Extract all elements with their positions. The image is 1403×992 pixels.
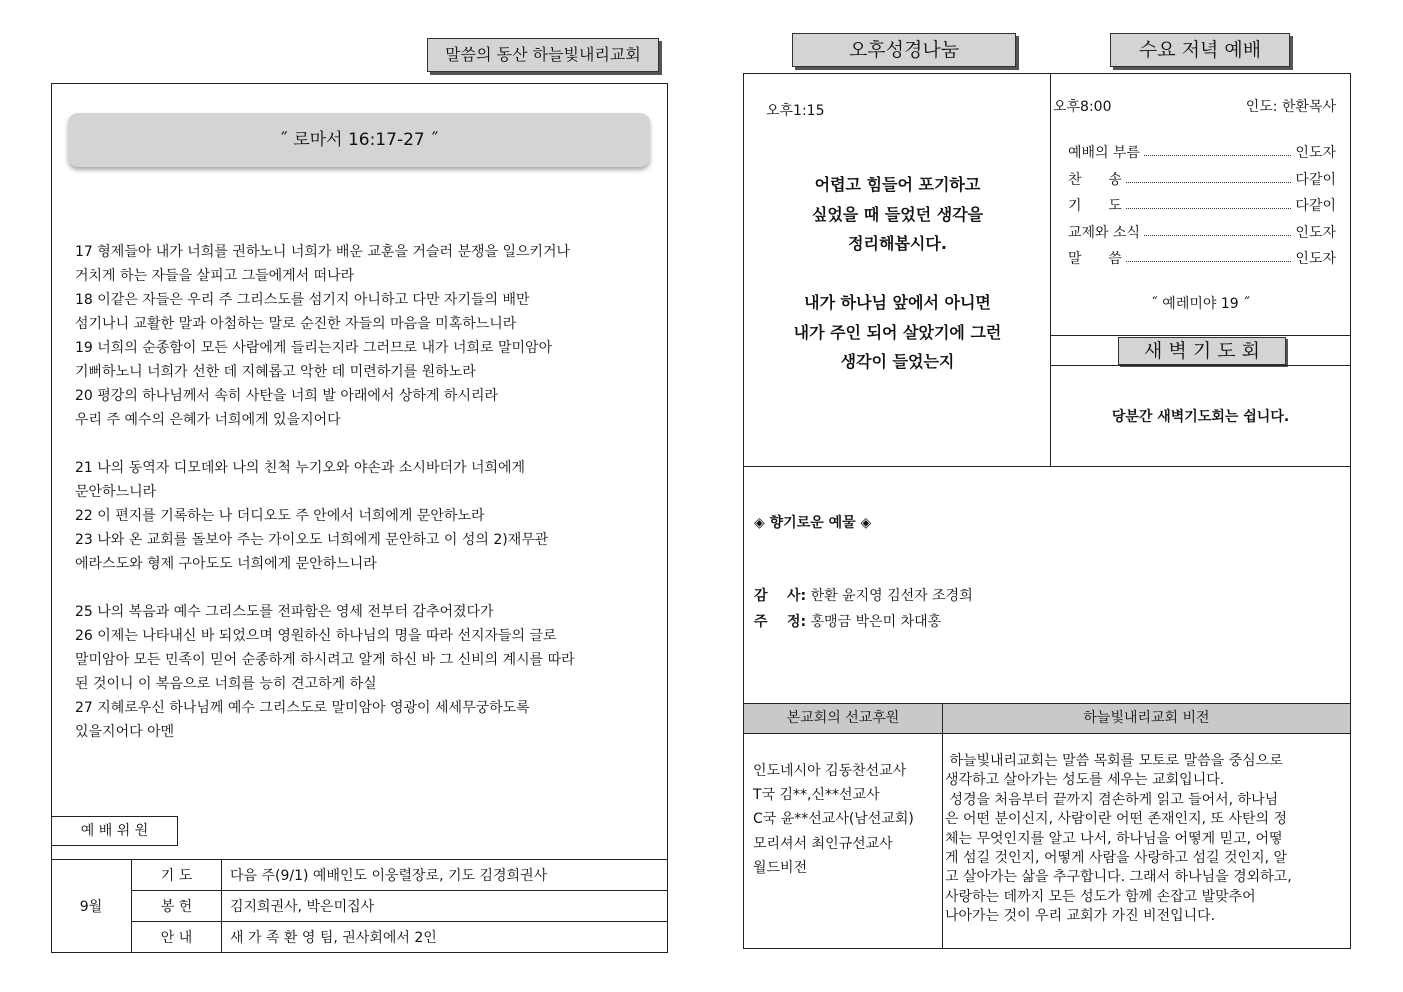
church-name-tag: 말씀의 동산 하늘빛내리교회 bbox=[427, 38, 659, 72]
offering-thanks bbox=[754, 585, 973, 605]
offering-thanks-label: 감 사: bbox=[754, 588, 807, 604]
order-item bbox=[1068, 220, 1336, 242]
leader-dots bbox=[1144, 235, 1291, 236]
afternoon-message bbox=[744, 170, 1051, 377]
order-item-leader: 인도자 bbox=[1295, 224, 1336, 241]
afternoon-message-line: 생각이 들었는지 bbox=[840, 352, 955, 371]
verse-line: 22 이 편지를 기록하는 나 더디오도 주 안에서 너희에게 문안하노라 bbox=[75, 508, 485, 524]
verse-line: 23 나와 온 교회를 돌보아 주는 가이오도 너희에게 문안하고 이 성의 2)재무관 bbox=[75, 532, 549, 548]
verse-line: 20 평강의 하나님께서 속히 사탄을 너희 발 아래에서 상하게 하시리라 bbox=[75, 388, 499, 404]
verse-line: 기뻐하노니 너희가 선한 데 지혜롭고 악한 데 미련하기를 원하노라 bbox=[75, 364, 476, 380]
offering-title: ◈ 향기로운 예물 ◈ bbox=[754, 515, 872, 531]
verse-line: 된 것이니 이 복음으로 너희를 능히 견고하게 하실 bbox=[75, 676, 377, 692]
verse-line: 거치게 하는 자들을 살피고 그들에게서 떠나라 bbox=[75, 268, 355, 284]
staff-role: 기 도 bbox=[132, 860, 222, 891]
staff-desc: 김지희권사, 박은미집사 bbox=[222, 891, 668, 922]
mission-item: T국 김**,신**선교사 bbox=[753, 787, 880, 804]
worship-staff-table bbox=[51, 859, 667, 952]
vision-line: 사랑하는 데까지 모든 성도가 함께 손잡고 발맞추어 bbox=[945, 888, 1256, 905]
afternoon-time: 오후1:15 bbox=[766, 103, 825, 119]
vision-text bbox=[945, 752, 1292, 927]
wednesday-section bbox=[1051, 74, 1350, 336]
scripture-panel bbox=[51, 83, 668, 953]
order-item-leader: 다같이 bbox=[1295, 198, 1336, 214]
afternoon-message-line: 내가 주인 되어 살았기에 그런 bbox=[793, 322, 1002, 342]
verse-line: 문안하느니라 bbox=[75, 484, 157, 500]
vision-line: 하늘빛내리교회는 말씀 목회를 모토로 말씀을 중심으로 bbox=[945, 753, 1283, 769]
verse-line: 27 지혜로우신 하나님께 예수 그리스도로 말미암아 영광이 세세무궁하도록 bbox=[75, 700, 530, 716]
staff-role: 봉 헌 bbox=[132, 891, 222, 922]
order-item-label: 찬 송 bbox=[1068, 171, 1122, 188]
vision-line: 생각하고 살아가는 성도를 세우는 교회입니다. bbox=[945, 772, 1225, 789]
order-item-label: 기 도 bbox=[1068, 198, 1122, 214]
vision-header-text: 하늘빛내리교회 비전 bbox=[1083, 710, 1210, 726]
mission-item: 월드비전 bbox=[753, 859, 808, 876]
afternoon-message-line: 내가 하나님 앞에서 아니면 bbox=[804, 293, 991, 312]
order-item bbox=[1068, 246, 1336, 268]
leader-dots bbox=[1126, 182, 1292, 183]
leader-dots bbox=[1144, 155, 1291, 156]
offering-thanks-names: 한환 윤지영 김선자 조경희 bbox=[810, 588, 973, 604]
vision-line: 게 섬길 것인지, 어떻게 사람을 사랑하고 섬길 것인지, 알 bbox=[945, 850, 1288, 867]
vision-line: 성경을 처음부터 끝까지 겸손하게 읽고 들어서, 하나님 bbox=[945, 791, 1279, 808]
vision-line: 나아가는 것이 우리 교회가 가진 비전입니다. bbox=[945, 908, 1216, 925]
afternoon-message-line: 어렵고 힘들어 포기하고 bbox=[814, 175, 981, 194]
staff-desc: 다음 주(9/1) 예배인도 이웅렬장로, 기도 김경희권사 bbox=[222, 860, 668, 891]
right-panel bbox=[743, 73, 1351, 949]
mission-item: 모리셔서 최인규선교사 bbox=[753, 835, 893, 852]
wednesday-service-tag: 수요 저녁 예배 bbox=[1110, 33, 1290, 67]
verse-line: 25 나의 복음과 예수 그리스도를 전파함은 영세 전부터 감추어졌다가 bbox=[75, 604, 494, 620]
offering-tithe bbox=[754, 611, 941, 631]
worship-staff-label: 예 배 위 원 bbox=[80, 823, 149, 839]
mission-item: 인도네시아 김동찬선교사 bbox=[753, 763, 907, 779]
vision-line: 체는 무엇인지를 알고 나서, 하나님을 어떻게 믿고, 어떻 bbox=[945, 830, 1283, 847]
afternoon-bible-tag: 오후성경나눔 bbox=[792, 33, 1016, 67]
order-item-label: 말 씀 bbox=[1068, 251, 1122, 267]
staff-role: 안 내 bbox=[132, 922, 222, 952]
mission-item: C국 윤**선교사(남선교회) bbox=[753, 811, 914, 828]
offering-tithe-names: 홍맹금 박은미 차대홍 bbox=[810, 614, 942, 630]
verse-text bbox=[75, 240, 575, 744]
afternoon-message-line: 정리해봅시다. bbox=[848, 234, 947, 253]
order-item bbox=[1068, 193, 1336, 215]
afternoon-message-line: 싶었을 때 들었던 생각을 bbox=[811, 204, 984, 224]
staff-month: 9월 bbox=[51, 860, 132, 952]
verse-line: 우리 주 예수의 은혜가 너희에게 있을지어다 bbox=[75, 412, 341, 428]
wednesday-scripture: ˝ 예레미야 19 ˝ bbox=[1150, 296, 1251, 312]
staff-desc: 새 가 족 환 영 팀, 권사회에서 2인 bbox=[230, 929, 437, 946]
verse-line bbox=[75, 432, 575, 456]
verse-line: 21 나의 동역자 디모데와 나의 친척 누기오와 야손과 소시바더가 너희에게 bbox=[75, 460, 526, 476]
order-item-leader: 다같이 bbox=[1295, 171, 1336, 188]
mission-header bbox=[744, 704, 943, 734]
scripture-title-bar bbox=[68, 113, 650, 167]
mission-header-text: 본교회의 선교후원 bbox=[786, 710, 900, 726]
verse-line: 있을지어다 아멘 bbox=[75, 724, 175, 740]
wednesday-leader: 인도: 한환목사 bbox=[1245, 99, 1336, 115]
order-item bbox=[1068, 140, 1336, 162]
vision-line: 은 어떤 분이신지, 사람이란 어떤 존재인지, 또 사탄의 정 bbox=[945, 811, 1288, 828]
wednesday-time: 오후8:00 bbox=[1053, 99, 1112, 115]
mission-list bbox=[753, 759, 914, 880]
worship-staff-label-box bbox=[52, 816, 178, 846]
scripture-title: ˝ 로마서 16:17-27 ˝ bbox=[279, 130, 439, 150]
verse-line: 26 이제는 나타내신 바 되었으며 영원하신 하나님의 명을 따라 선지자들의 글로 bbox=[75, 628, 557, 644]
order-of-service bbox=[1068, 140, 1336, 270]
verse-line bbox=[75, 576, 575, 600]
order-item-label: 교제와 소식 bbox=[1068, 224, 1141, 241]
verse-line: 17 형제들아 내가 너희를 권하노니 너희가 배운 교훈을 거슬러 분쟁을 일으키거나 bbox=[75, 244, 571, 260]
leader-dots bbox=[1126, 261, 1292, 262]
dawn-prayer-notice: 당분간 새벽기도회는 쉽니다. bbox=[1111, 409, 1290, 425]
verse-line: 18 이같은 자들은 우리 주 그리스도를 섬기지 아니하고 다만 자기들의 배만 bbox=[75, 292, 530, 308]
order-item-leader: 인도자 bbox=[1295, 145, 1336, 161]
order-item-label: 예배의 부름 bbox=[1068, 145, 1141, 161]
order-item-leader: 인도자 bbox=[1295, 251, 1336, 267]
dawn-prayer-tag: 새 벽 기 도 회 bbox=[1118, 337, 1286, 365]
vision-line: 고 살아가는 삶을 추구합니다. 그래서 하나님을 경외하고, bbox=[945, 869, 1292, 886]
verse-line: 말미암아 모든 민족이 믿어 순종하게 하시려고 알게 하신 바 그 신비의 계시를 따라 bbox=[75, 652, 575, 668]
verse-line: 섬기나니 교활한 말과 아첨하는 말로 순진한 자들의 마음을 미혹하느니라 bbox=[75, 316, 517, 332]
offering-tithe-label: 주 정: bbox=[754, 614, 807, 630]
order-item bbox=[1068, 167, 1336, 189]
afternoon-message-line bbox=[744, 259, 1051, 289]
leader-dots bbox=[1126, 208, 1292, 209]
verse-line: 19 너희의 순종함이 모든 사람에게 들리는지라 그러므로 내가 너희로 말미암아 bbox=[75, 340, 553, 356]
vision-header bbox=[943, 704, 1350, 734]
verse-line: 에라스도와 형제 구아도도 너희에게 문안하느니라 bbox=[75, 556, 377, 572]
